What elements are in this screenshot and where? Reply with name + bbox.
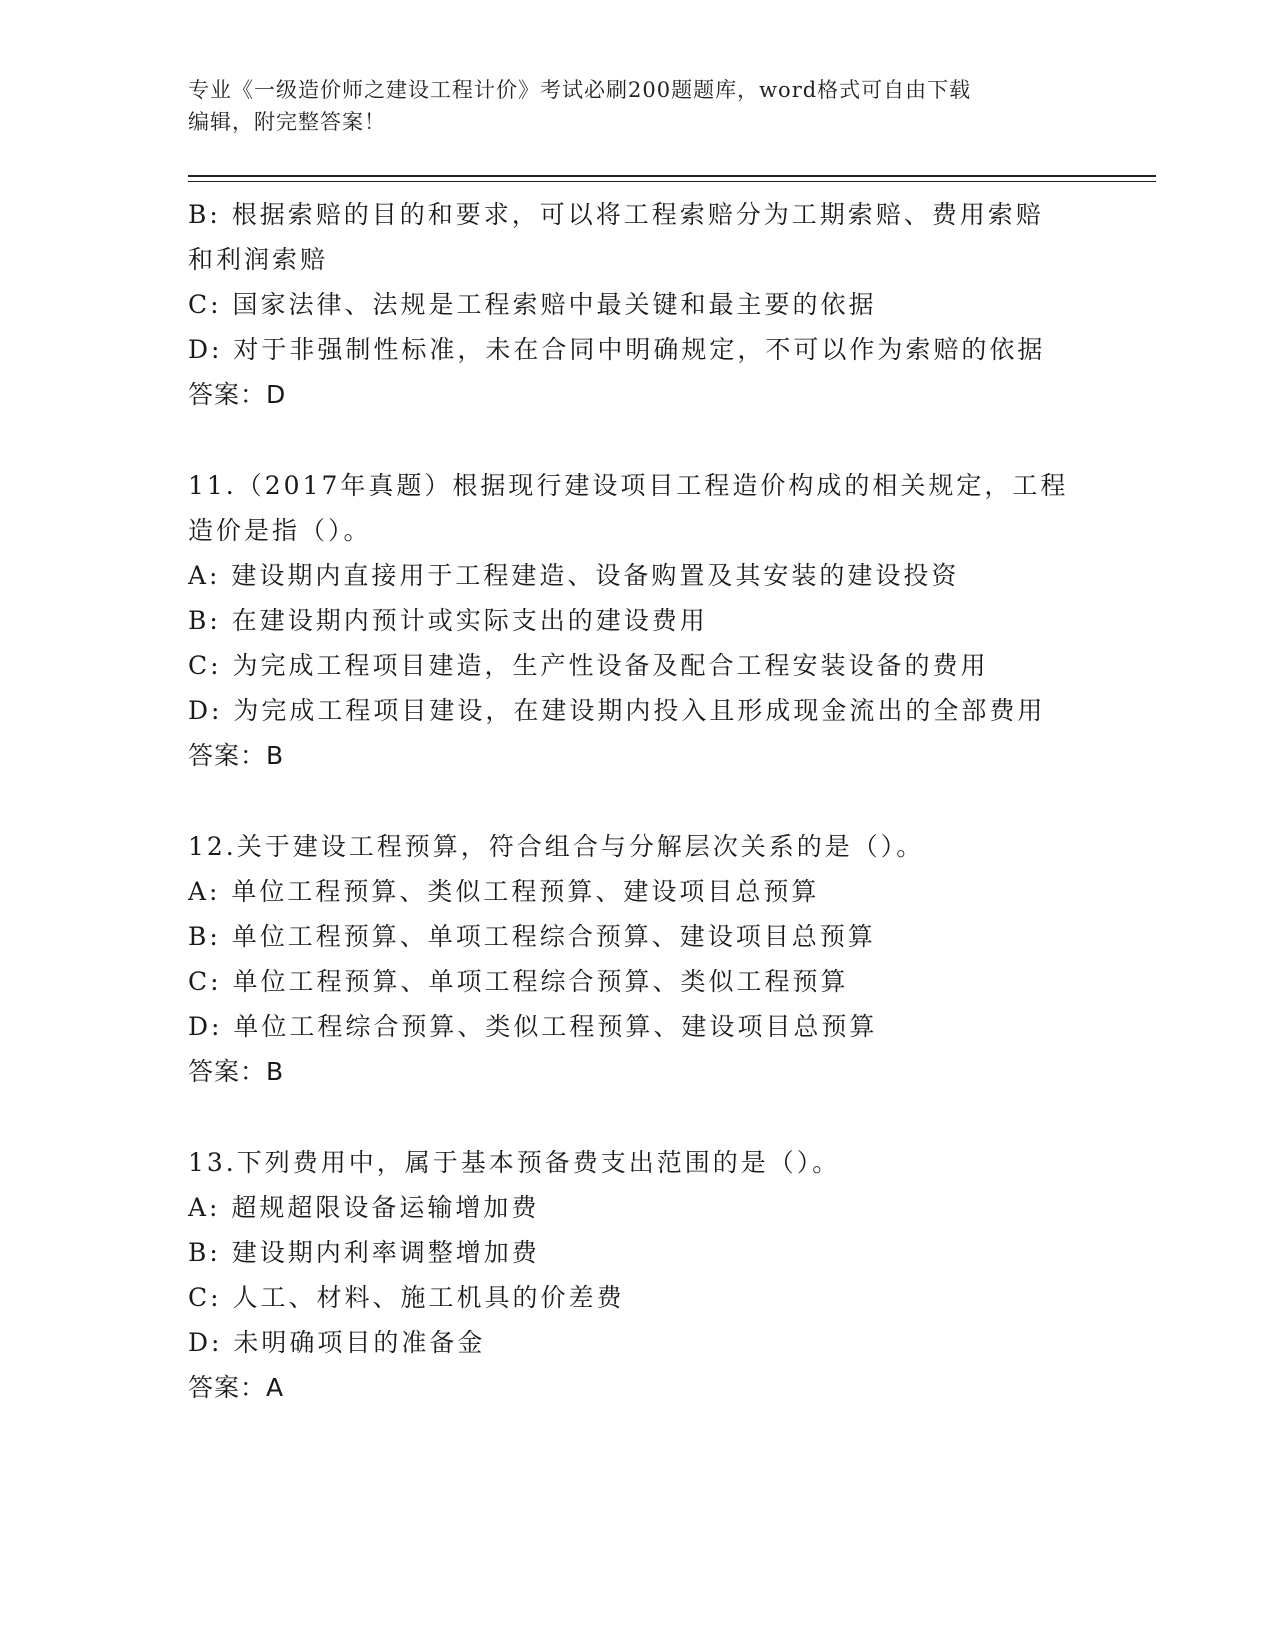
option-a: A: 建设期内直接用于工程建造、设备购置及其安装的建设投资 — [188, 561, 960, 590]
option-d: D: 为完成工程项目建设，在建设期内投入且形成现金流出的全部费用 — [188, 696, 1046, 725]
header-line-2: 编辑，附完整答案！ — [188, 110, 386, 134]
option-c: C: 为完成工程项目建造，生产性设备及配合工程安装设备的费用 — [188, 651, 989, 680]
option-d: D: 未明确项目的准备金 — [188, 1328, 486, 1357]
answer-line: 答案：D — [188, 380, 287, 409]
header-line-1: 专业《一级造价师之建设工程计价》考试必刷200题题库，word格式可自由下载 — [188, 78, 972, 102]
answer-line: 答案：A — [188, 1373, 285, 1402]
option-d: D: 对于非强制性标准，未在合同中明确规定，不可以作为索赔的依据 — [188, 335, 1046, 364]
question-stem: 11.（2017年真题）根据现行建设项目工程造价构成的相关规定，工程 — [188, 471, 1069, 500]
question-stem: 12.关于建设工程预算，符合组合与分解层次关系的是（）。 — [188, 832, 925, 861]
question-11 — [188, 463, 1088, 778]
option-d: D: 单位工程综合预算、类似工程预算、建设项目总预算 — [188, 1012, 878, 1041]
option-c: C: 国家法律、法规是工程索赔中最关键和最主要的依据 — [188, 290, 877, 319]
previous-question-tail — [188, 192, 1088, 417]
option-b: B: 根据索赔的目的和要求，可以将工程索赔分为工期索赔、费用索赔 — [188, 200, 1044, 229]
option-b: B: 建设期内利率调整增加费 — [188, 1238, 540, 1267]
header-divider-thin — [188, 181, 1156, 182]
question-list — [188, 192, 1088, 1410]
document-header — [188, 74, 1088, 138]
option-b: B: 单位工程预算、单项工程综合预算、建设项目总预算 — [188, 922, 876, 951]
option-a: A: 单位工程预算、类似工程预算、建设项目总预算 — [188, 877, 820, 906]
header-divider-thick — [188, 175, 1156, 177]
question-13 — [188, 1140, 1088, 1410]
option-c: C: 人工、材料、施工机具的价差费 — [188, 1283, 625, 1312]
question-12 — [188, 824, 1088, 1094]
question-stem-continued: 造价是指（）。 — [188, 516, 372, 545]
option-a: A: 超规超限设备运输增加费 — [188, 1193, 540, 1222]
answer-line: 答案：B — [188, 1057, 285, 1086]
option-c: C: 单位工程预算、单项工程综合预算、类似工程预算 — [188, 967, 849, 996]
option-b-continued: 和利润索赔 — [188, 245, 329, 274]
option-b: B: 在建设期内预计或实际支出的建设费用 — [188, 606, 708, 635]
answer-line: 答案：B — [188, 741, 285, 770]
question-stem: 13.下列费用中，属于基本预备费支出范围的是（）。 — [188, 1148, 841, 1177]
